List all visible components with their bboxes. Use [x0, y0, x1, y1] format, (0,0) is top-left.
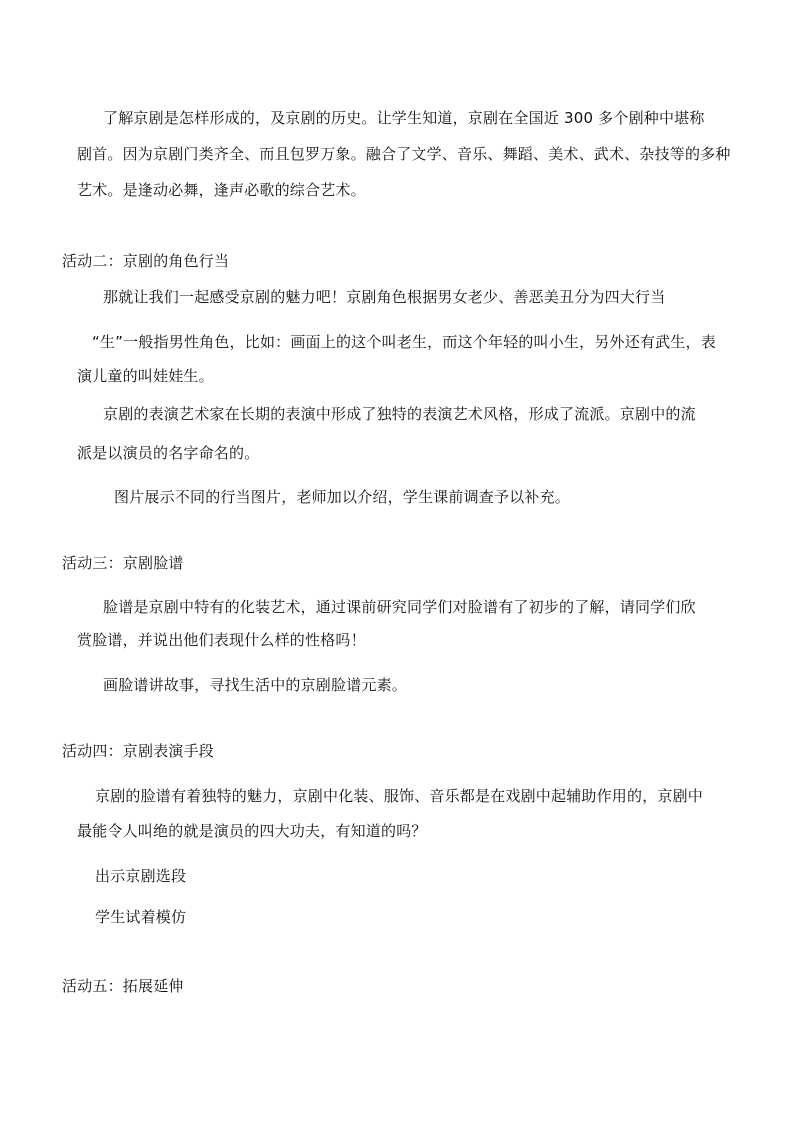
activity5-heading: 活动五：拓展延伸: [62, 977, 184, 995]
activity3-heading: 活动三：京剧脸谱: [62, 554, 184, 572]
activity4-para1-line2: 最能令人叫绝的就是演员的四大功夫，有知道的吗？: [77, 822, 427, 840]
activity4-para3: 学生试着模仿: [95, 908, 187, 926]
activity3-para1-line2: 赏脸谱，并说出他们表现什么样的性格吗！: [77, 631, 366, 649]
activity2-para4: 图片展示不同的行当图片，老师加以介绍，学生课前调查予以补充。: [114, 488, 571, 506]
activity2-para1: 那就让我们一起感受京剧的魅力吧！京剧角色根据男女老少、善恶美丑分为四大行当: [103, 288, 666, 306]
intro-line-2: 剧首。因为京剧门类齐全、而且包罗万象。融合了文学、音乐、舞蹈、美术、武术、杂技等的多种: [77, 145, 731, 163]
activity3-para2: 画脸谱讲故事，寻找生活中的京剧脸谱元素。: [103, 676, 408, 694]
activity2-heading: 活动二：京剧的角色行当: [62, 252, 230, 270]
intro-line-1: 了解京剧是怎样形成的，及京剧的历史。让学生知道，京剧在全国近 300 多个剧种中堪称: [103, 109, 705, 127]
activity2-para3-line1: 京剧的表演艺术家在长期的表演中形成了独特的表演艺术风格，形成了流派。京剧中的流: [103, 405, 696, 423]
activity2-para3-line2: 派是以演员的名字命名的。: [77, 444, 260, 462]
activity2-para2-line1: “生”一般指男性角色，比如：画面上的这个叫老生，而这个年轻的叫小生，另外还有武生，表: [92, 333, 716, 351]
activity3-para1-line1: 脸谱是京剧中特有的化装艺术，通过课前研究同学们对脸谱有了初步的了解，请同学们欣: [103, 598, 696, 616]
intro-line-3: 艺术。是逢动必舞，逢声必歌的综合艺术。: [77, 181, 366, 199]
activity4-heading: 活动四：京剧表演手段: [62, 742, 215, 760]
activity4-para1-line1: 京剧的脸谱有着独特的魅力，京剧中化装、服饰、音乐都是在戏剧中起辅助作用的，京剧中: [95, 787, 704, 805]
activity4-para2: 出示京剧选段: [95, 867, 187, 885]
activity2-para2-line2: 演儿童的叫娃娃生。: [77, 367, 214, 385]
